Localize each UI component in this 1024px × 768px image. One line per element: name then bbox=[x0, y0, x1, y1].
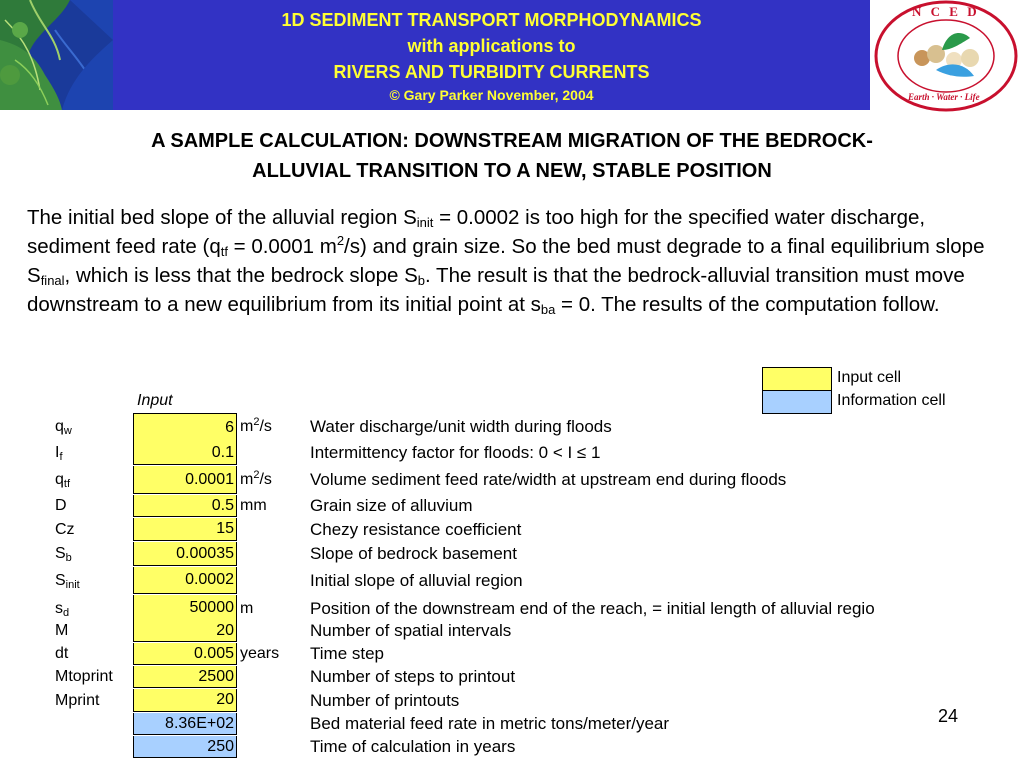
logo-tagline: Earth · Water · Life bbox=[908, 92, 980, 102]
para-sup: 2 bbox=[336, 233, 345, 248]
unit-main: m bbox=[240, 600, 254, 617]
parameter-unit bbox=[240, 497, 267, 515]
parameter-unit bbox=[240, 600, 253, 618]
unit-sup: 2 bbox=[253, 416, 260, 428]
table-row bbox=[0, 567, 1024, 594]
para-text: The initial bed slope of the alluvial region S bbox=[27, 206, 417, 229]
parameter-symbol-main: I bbox=[55, 444, 60, 461]
parameter-description: Water discharge/unit width during floods bbox=[310, 417, 612, 436]
header-banner bbox=[0, 0, 1024, 112]
parameter-symbol-main: Mprint bbox=[55, 692, 100, 709]
input-cell[interactable]: 20 bbox=[133, 689, 237, 712]
parameter-description: Position of the downstream end of the reach, = initial length of alluvial regio bbox=[310, 599, 875, 618]
logo-text: N C E D bbox=[912, 4, 980, 19]
unit-tail: /s bbox=[259, 418, 272, 435]
parameter-symbol-sub: f bbox=[59, 451, 63, 463]
parameter-symbol-main: S bbox=[55, 545, 66, 562]
input-heading: Input bbox=[137, 392, 173, 409]
para-sub: final bbox=[40, 273, 65, 288]
course-header bbox=[113, 0, 870, 110]
input-cell[interactable]: 0.00035 bbox=[133, 542, 237, 566]
input-cell[interactable]: 6 bbox=[133, 413, 237, 442]
parameter-symbol bbox=[55, 497, 67, 515]
parameter-description: Time of calculation in years bbox=[310, 737, 516, 756]
parameter-symbol-sub: tf bbox=[63, 478, 71, 490]
input-cell[interactable]: 0.5 bbox=[133, 495, 237, 517]
parameter-unit bbox=[240, 471, 272, 489]
page-number: 24 bbox=[938, 706, 959, 726]
parameter-description: Number of steps to printout bbox=[310, 667, 516, 686]
parameter-description: Slope of bedrock basement bbox=[310, 544, 517, 563]
parameter-symbol-sub: b bbox=[65, 552, 72, 564]
course-subtitle-2: RIVERS AND TURBIDITY CURRENTS bbox=[333, 62, 650, 82]
legend-info-label: Information cell bbox=[837, 392, 946, 409]
parameter-description: Chezy resistance coefficient bbox=[310, 520, 522, 539]
parameter-symbol-main: q bbox=[55, 418, 64, 435]
parameter-symbol bbox=[55, 668, 113, 686]
para-sub: tf bbox=[220, 244, 228, 259]
parameter-description: Number of spatial intervals bbox=[310, 621, 512, 640]
parameter-symbol bbox=[55, 622, 68, 640]
table-row bbox=[0, 643, 1024, 665]
table-row bbox=[0, 518, 1024, 541]
parameter-symbol-main: q bbox=[55, 471, 64, 488]
para-sub: init bbox=[416, 215, 434, 230]
parameter-symbol bbox=[55, 471, 70, 489]
unit-main: m bbox=[240, 471, 254, 488]
para-sub: b bbox=[417, 273, 426, 288]
input-cell[interactable]: 50000 bbox=[133, 595, 237, 622]
table-row bbox=[0, 413, 1024, 441]
input-cell[interactable]: 15 bbox=[133, 518, 237, 541]
parameter-symbol bbox=[55, 545, 72, 563]
input-cell[interactable]: 0.0001 bbox=[133, 466, 237, 494]
parameter-symbol-main: S bbox=[55, 572, 66, 589]
parameter-symbol bbox=[55, 692, 99, 710]
para-text: . The result is that the bedrock-alluvial transition must move downstream to a new equilibrium from its initial point at s bbox=[27, 264, 965, 316]
course-title: 1D SEDIMENT TRANSPORT MORPHODYNAMICS bbox=[281, 10, 702, 30]
parameter-symbol-sub: d bbox=[63, 607, 70, 619]
parameter-description: Grain size of alluvium bbox=[310, 496, 473, 515]
parameter-unit bbox=[240, 645, 279, 663]
table-row bbox=[0, 666, 1024, 688]
table-row bbox=[0, 495, 1024, 517]
parameter-symbol-main: s bbox=[55, 600, 63, 617]
legend-input-label: Input cell bbox=[837, 369, 902, 386]
parameter-symbol-main: M bbox=[55, 622, 69, 639]
table-row bbox=[0, 466, 1024, 494]
information-cell: 250 bbox=[133, 736, 237, 758]
table-row bbox=[0, 736, 1024, 758]
parameter-description: Volume sediment feed rate/width at upstream end during floods bbox=[310, 470, 787, 489]
parameter-symbol bbox=[55, 418, 72, 436]
parameter-symbol-main: dt bbox=[55, 645, 69, 662]
unit-main: mm bbox=[240, 497, 267, 514]
table-row bbox=[0, 689, 1024, 712]
slide-title bbox=[20, 126, 1004, 186]
legend-info-swatch bbox=[762, 390, 832, 414]
parameter-description: Number of printouts bbox=[310, 691, 460, 710]
input-cell[interactable]: 20 bbox=[133, 620, 237, 642]
table-row bbox=[0, 542, 1024, 566]
para-text: = 0.0001 m bbox=[227, 235, 337, 258]
table-row bbox=[0, 441, 1024, 465]
unit-main: m bbox=[240, 418, 254, 435]
para-text: , which is less that the bedrock slope S bbox=[64, 264, 418, 287]
table-row bbox=[0, 595, 1024, 622]
legend-input-swatch bbox=[762, 367, 832, 391]
para-text: = 0. The results of the computation follow. bbox=[555, 293, 940, 316]
nced-logo bbox=[870, 0, 1024, 112]
satellite-delta-image bbox=[0, 0, 113, 110]
input-cell[interactable]: 2500 bbox=[133, 666, 237, 688]
input-cell[interactable]: 0.005 bbox=[133, 643, 237, 665]
slide-title-line-1: A SAMPLE CALCULATION: DOWNSTREAM MIGRATION OF THE BEDROCK- bbox=[151, 130, 873, 152]
input-cell[interactable]: 0.1 bbox=[133, 441, 237, 465]
parameter-symbol-main: Mtoprint bbox=[55, 668, 113, 685]
parameter-symbol bbox=[55, 444, 63, 462]
parameter-description: Initial slope of alluvial region bbox=[310, 571, 523, 590]
parameter-description: Intermittency factor for floods: 0 < I ≤ 1 bbox=[310, 443, 601, 462]
parameter-symbol-sub: w bbox=[63, 425, 72, 437]
para-sub: ba bbox=[540, 302, 556, 317]
table-row bbox=[0, 713, 1024, 735]
parameter-symbol-main: Cz bbox=[55, 521, 75, 538]
parameter-symbol bbox=[55, 572, 80, 590]
parameter-description: Time step bbox=[310, 644, 385, 663]
unit-sup: 2 bbox=[253, 469, 260, 481]
parameter-symbol bbox=[55, 521, 75, 539]
parameter-symbol-sub: init bbox=[65, 579, 80, 591]
parameter-description: Bed material feed rate in metric tons/meter/year bbox=[310, 714, 670, 733]
parameter-symbol bbox=[55, 645, 68, 663]
intro-paragraph bbox=[27, 203, 1007, 319]
slide-title-line-2: ALLUVIAL TRANSITION TO A NEW, STABLE POSITION bbox=[252, 160, 772, 182]
unit-tail: /s bbox=[259, 471, 272, 488]
parameter-symbol bbox=[55, 600, 69, 618]
para-text: /s) and grain size. So the bed must degrade to a final equilibrium slope S bbox=[27, 235, 985, 287]
table-row bbox=[0, 620, 1024, 642]
parameter-symbol-main: D bbox=[55, 497, 67, 514]
copyright: © Gary Parker November, 2004 bbox=[389, 87, 594, 103]
course-subtitle: with applications to bbox=[407, 36, 576, 56]
para-text: = 0.0002 is too high for the specified water discharge, sediment feed rate (q bbox=[27, 206, 926, 258]
input-cell[interactable]: 0.0002 bbox=[133, 567, 237, 594]
information-cell: 8.36E+02 bbox=[133, 713, 237, 735]
parameter-unit bbox=[240, 418, 272, 436]
unit-main: years bbox=[240, 645, 280, 662]
